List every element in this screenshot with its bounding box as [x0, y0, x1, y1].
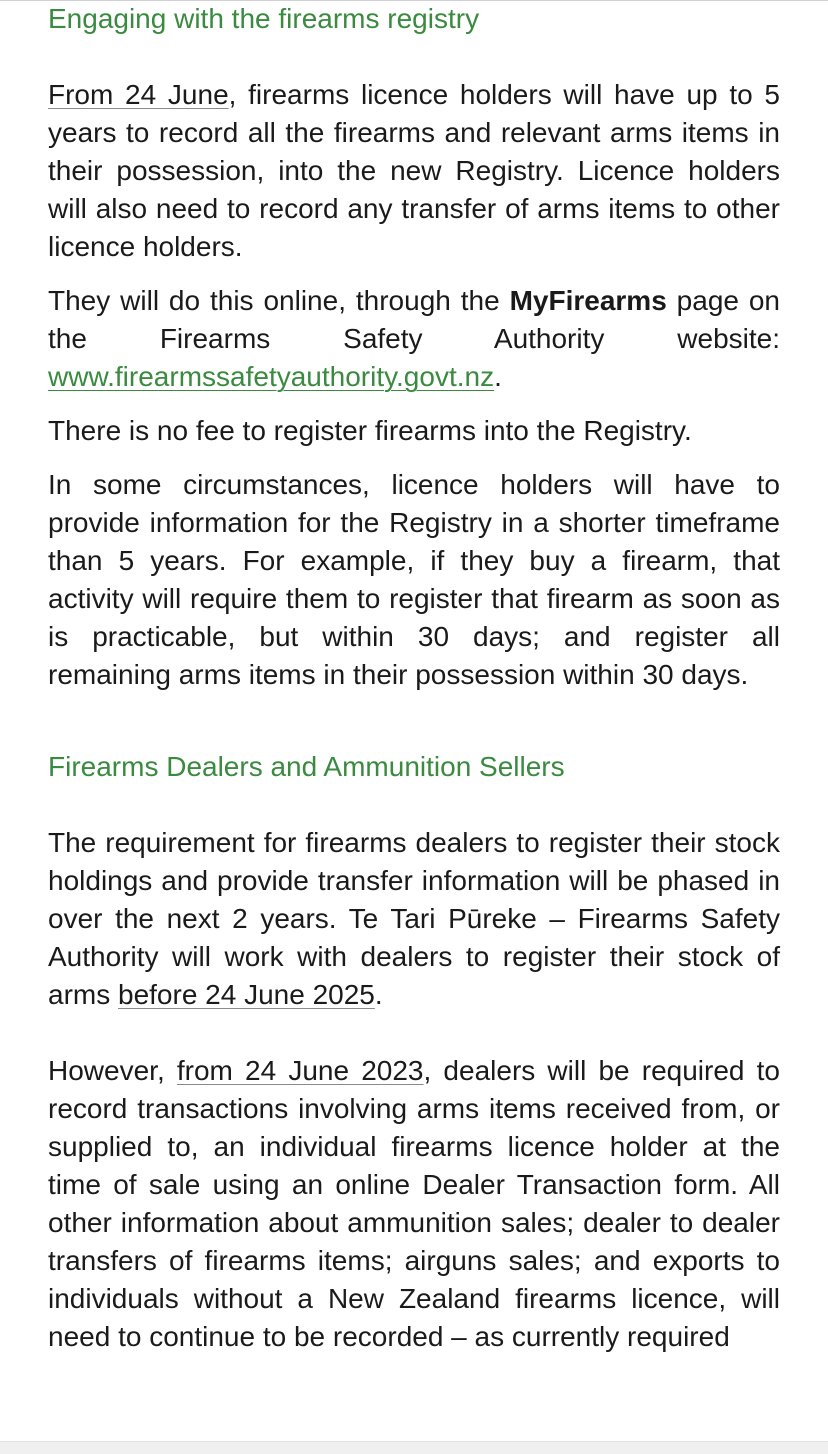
paragraph-dealers-transactions [48, 1052, 780, 1356]
paragraph-text: The requirement for firearms dealers to register their stock holdings and provide transfer information will be phased in over the next 2 years. Te Tari Pūreke – Firearms Safety Authority will work with dealers to register their stock of arms [48, 827, 780, 1010]
fsa-website-link[interactable]: www.firearmssafetyauthority.govt.nz [48, 361, 495, 392]
text-fragment: page on the Firearms Safety Authority website: [48, 285, 781, 354]
myfirearms-label: MyFirearms [509, 285, 667, 316]
paragraph-no-fee: There is no fee to register firearms into the Registry. [48, 415, 692, 446]
section-heading-dealers: Firearms Dealers and Ammunition Sellers [48, 751, 565, 782]
paragraph-text: , firearms licence holders will have up to 5 years to record all the firearms and relevant arms items in their possession, into the new Registry. Licence holders will also need to record any transfer of arms items to other licence holders. [48, 79, 780, 262]
text-fragment: They will do this online, through the [48, 285, 510, 316]
date-link-from-24-june-2023[interactable]: from 24 June 2023 [176, 1055, 424, 1086]
date-link-before-24-june-2025[interactable]: before 24 June 2025 [118, 979, 375, 1010]
paragraph-circumstances: In some circumstances, licence holders will have to provide information for the Registry in a shorter timeframe than 5 years. For example, if they buy a firearm, that activity will require them to register that firearm as soon as is practicable, but within 30 days; and register all remaining arms items in their possession within 30 days. [48, 469, 780, 690]
paragraph-online [48, 282, 780, 396]
date-link-from-24-june[interactable]: From 24 June [48, 79, 229, 110]
page-bottom-edge [0, 1441, 828, 1454]
paragraph-dealers-requirement [48, 824, 780, 1014]
section-heading-registry: Engaging with the firearms registry [48, 3, 480, 34]
article-content [48, 0, 780, 1356]
text-fragment: However, [48, 1055, 177, 1086]
text-fragment: . [374, 979, 383, 1010]
text-fragment: . [494, 361, 502, 392]
paragraph-text: , dealers will be required to record transactions involving arms items received from, or supplied to, an individual firearms licence holder at the time of sale using an online Dealer Transaction form. All other information about ammunition sales; dealer to dealer transfers of firearms items; airguns sales; and exports to individuals without a New Zealand firearms licence, will need to continue to be recorded – as currently required [48, 1055, 780, 1352]
paragraph-registry-intro [48, 76, 780, 266]
